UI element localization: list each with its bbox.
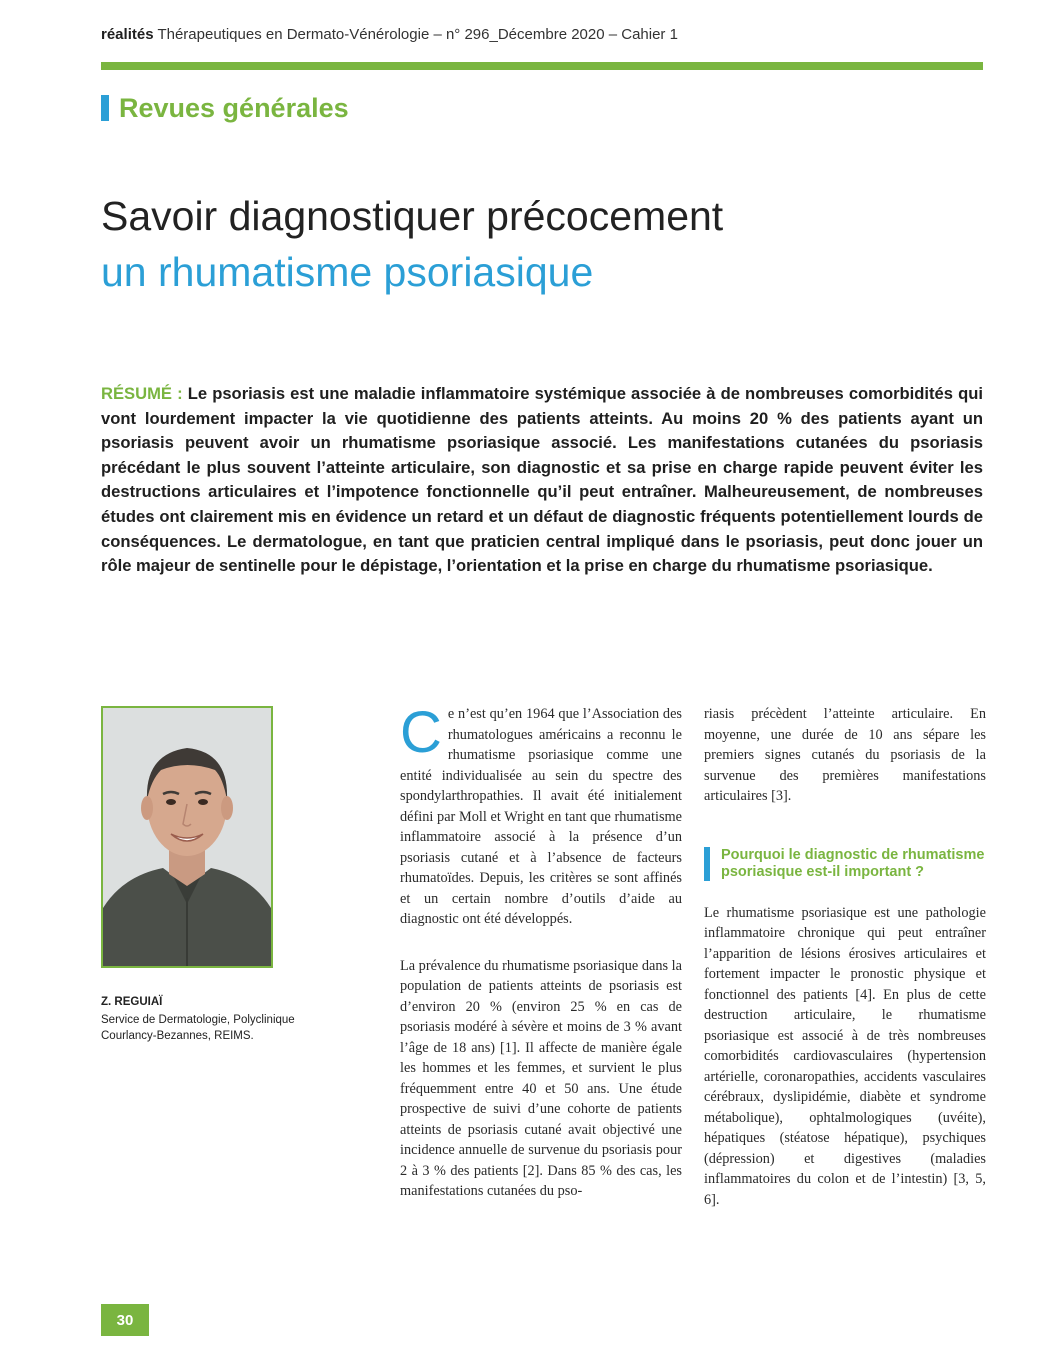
subheading-bar xyxy=(704,847,710,881)
body-column-right xyxy=(704,704,986,1210)
author-affiliation: Service de Dermatologie, Polyclinique Courlancy-Bezannes, REIMS. xyxy=(101,1014,295,1042)
subheading xyxy=(704,847,986,881)
paragraph-importance: Le rhumatisme psoriasique est une pathologie inflammatoire chronique qui peut entraîner l’apparition de lésions érosives articulaires et fortement impacter le pronostic physique et fonctionnel des patients [4]. En plus de cette destruction articulaire, le rhumatisme psoriasique est associé à de très nombreuses comorbidités cardiovasculaires (hypertension artérielle, coronaropathies, accidents vasculaires cérébraux, dyslipidémie, diabète et syndrome métabolique), ophtalmologiques (uvéite), hépatiques (stéatose hépatique), psychiques (dépression) et digestives (maladies inflammatoires du colon et de l’intestin) [3, 5, 6]. xyxy=(704,904,986,1208)
paragraph-prevalence: La prévalence du rhumatisme psoriasique dans la population de patients atteints de psoriasis est d’environ 20 % (environ 25 % en cas de psoriasis modéré à sévère et moins de 3 % avant l’âge de 18 ans) [1]. Il affecte de manière égale les hommes et les femmes, et survient le plus fréquemment entre 40 et 50 ans. Une étude prospective de suivi d’une cohorte de patients atteints de psoriasis cutané avait objectivé une incidence annuelle de survenue du psoriasis pour 2 à 3 % des patients [2]. Dans 85 % des cas, les manifestations cutanées du pso- xyxy=(400,957,682,1199)
abstract-label: RÉSUMÉ : xyxy=(101,384,183,403)
drop-cap: C xyxy=(400,700,442,765)
issue-info: Thérapeutiques en Dermato-Vénérologie – n° 296_Décembre 2020 – Cahier 1 xyxy=(157,26,678,43)
subheading-text: Pourquoi le diagnostic de rhumatisme psoriasique est-il important ? xyxy=(721,846,985,880)
section-bar xyxy=(101,95,109,121)
author-name: Z. REGUIAÏ xyxy=(101,996,163,1008)
header-rule xyxy=(101,62,983,70)
paragraph-continuation: riasis précèdent l’atteinte articulaire. En moyenne, une durée de 10 ans sépare les premiers signes cutanés du psoriasis de la survenue des premières manifestations articulaires [3]. xyxy=(704,706,986,804)
section-label: Revues générales xyxy=(119,92,349,123)
paragraph-intro xyxy=(400,700,682,930)
paragraph-intro-text: e n’est qu’en 1964 que l’Association des rhumatologues américains a reconnu le rhumatisme psoriasique comme une entité individualisée au sein du spectre des spondylarthropathies. Il avait été initialement défini par Moll et Wright en tant que rhumatisme inflammatoire associé à la présence d’un psoriasis cutané et à l’absence de facteurs rhumatoïdes. Depuis, les critères se sont affinés et un certain nombre d’outils d’aide au diagnostic ont été développés. xyxy=(400,706,682,927)
abstract xyxy=(101,382,983,579)
abstract-text: Le psoriasis est une maladie inflammatoire systémique associée à de nombreuses comorbidités qui vont lourdement impacter la vie quotidienne des patients atteints. Au moins 20 % des patients ayant un psoriasis peuvent avoir un rhumatisme psoriasique associé. Les manifestations cutanées du psoriasis précédant le plus souvent l’atteinte articulaire, son diagnostic et sa prise en charge rapide peuvent éviter les destructions articulaires et l’impotence fonctionnelle qu’il peut entraîner. Malheureusement, de nombreuses études ont clairement mis en évidence un retard et un défaut de diagnostic fréquents potentiellement lourds de conséquences. Le dermatologue, en tant que praticien central impliqué dans le psoriasis, peut donc jouer un rôle majeur de sentinelle pour le dépistage, l’orientation et la prise en charge du rhumatisme psoriasique. xyxy=(101,384,983,576)
running-header xyxy=(101,26,983,43)
article-title-line2: un rhumatisme psoriasique xyxy=(101,249,594,295)
journal-name: réalités xyxy=(101,26,154,43)
article-title-line1: Savoir diagnostiquer précocement xyxy=(101,193,724,239)
author-photo xyxy=(101,706,273,968)
body-column-middle xyxy=(400,700,682,1202)
section-tag xyxy=(101,92,349,124)
page-number: 30 xyxy=(101,1304,149,1336)
author-portrait-image xyxy=(103,708,271,966)
